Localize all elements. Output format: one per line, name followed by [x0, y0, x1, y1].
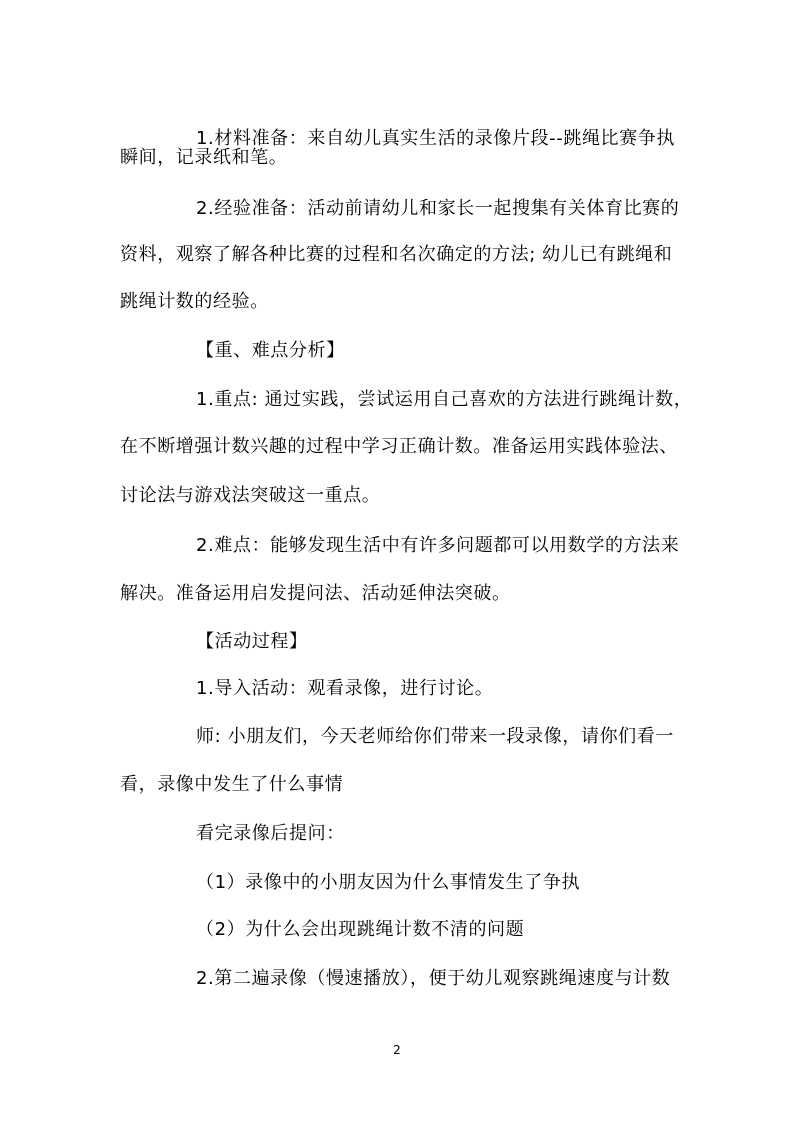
paragraph-line: 2.第二遍录像（慢速播放），便于幼儿观察跳绳速度与计数: [196, 968, 671, 989]
paragraph-line: （1）录像中的小朋友因为什么事情发生了争执: [196, 872, 581, 893]
paragraph-line: 资料，观察了解各种比赛的过程和名次确定的方法; 幼儿已有跳绳和: [120, 244, 673, 265]
paragraph-line: 瞬间，记录纸和笔。: [120, 147, 288, 168]
paragraph-line: 跳绳计数的经验。: [120, 291, 269, 312]
paragraph-line: 2.难点：能够发现生活中有许多问题都可以用数学的方法来: [196, 535, 680, 556]
paragraph-line: 看完录像后提问：: [196, 823, 345, 844]
paragraph-line: 1.材料准备：来自幼儿真实生活的录像片段--跳绳比赛争执: [196, 128, 675, 149]
page-number: 2: [393, 1043, 401, 1057]
paragraph-line: 在不断增强计数兴趣的过程中学习正确计数。准备运用实践体验法、: [120, 436, 678, 457]
paragraph-line: 1.导入活动：观看录像，进行讨论。: [196, 678, 494, 699]
paragraph-line: 师: 小朋友们，今天老师给你们带来一段录像，请你们看一: [196, 726, 674, 747]
paragraph-line: 1.重点: 通过实践，尝试运用自己喜欢的方法进行跳绳计数，: [196, 389, 693, 410]
paragraph-line: 讨论法与游戏法突破这一重点。: [120, 485, 381, 506]
section-heading: 【活动过程】: [196, 631, 308, 652]
paragraph-line: 2.经验准备：活动前请幼儿和家长一起搜集有关体育比赛的: [196, 198, 680, 219]
paragraph-line: 看，录像中发生了什么事情: [120, 774, 344, 795]
section-heading: 【重、难点分析】: [196, 340, 345, 361]
paragraph-line: （2）为什么会出现跳绳计数不清的问题: [196, 919, 525, 940]
paragraph-line: 解决。准备运用启发提问法、活动延伸法突破。: [120, 583, 511, 604]
